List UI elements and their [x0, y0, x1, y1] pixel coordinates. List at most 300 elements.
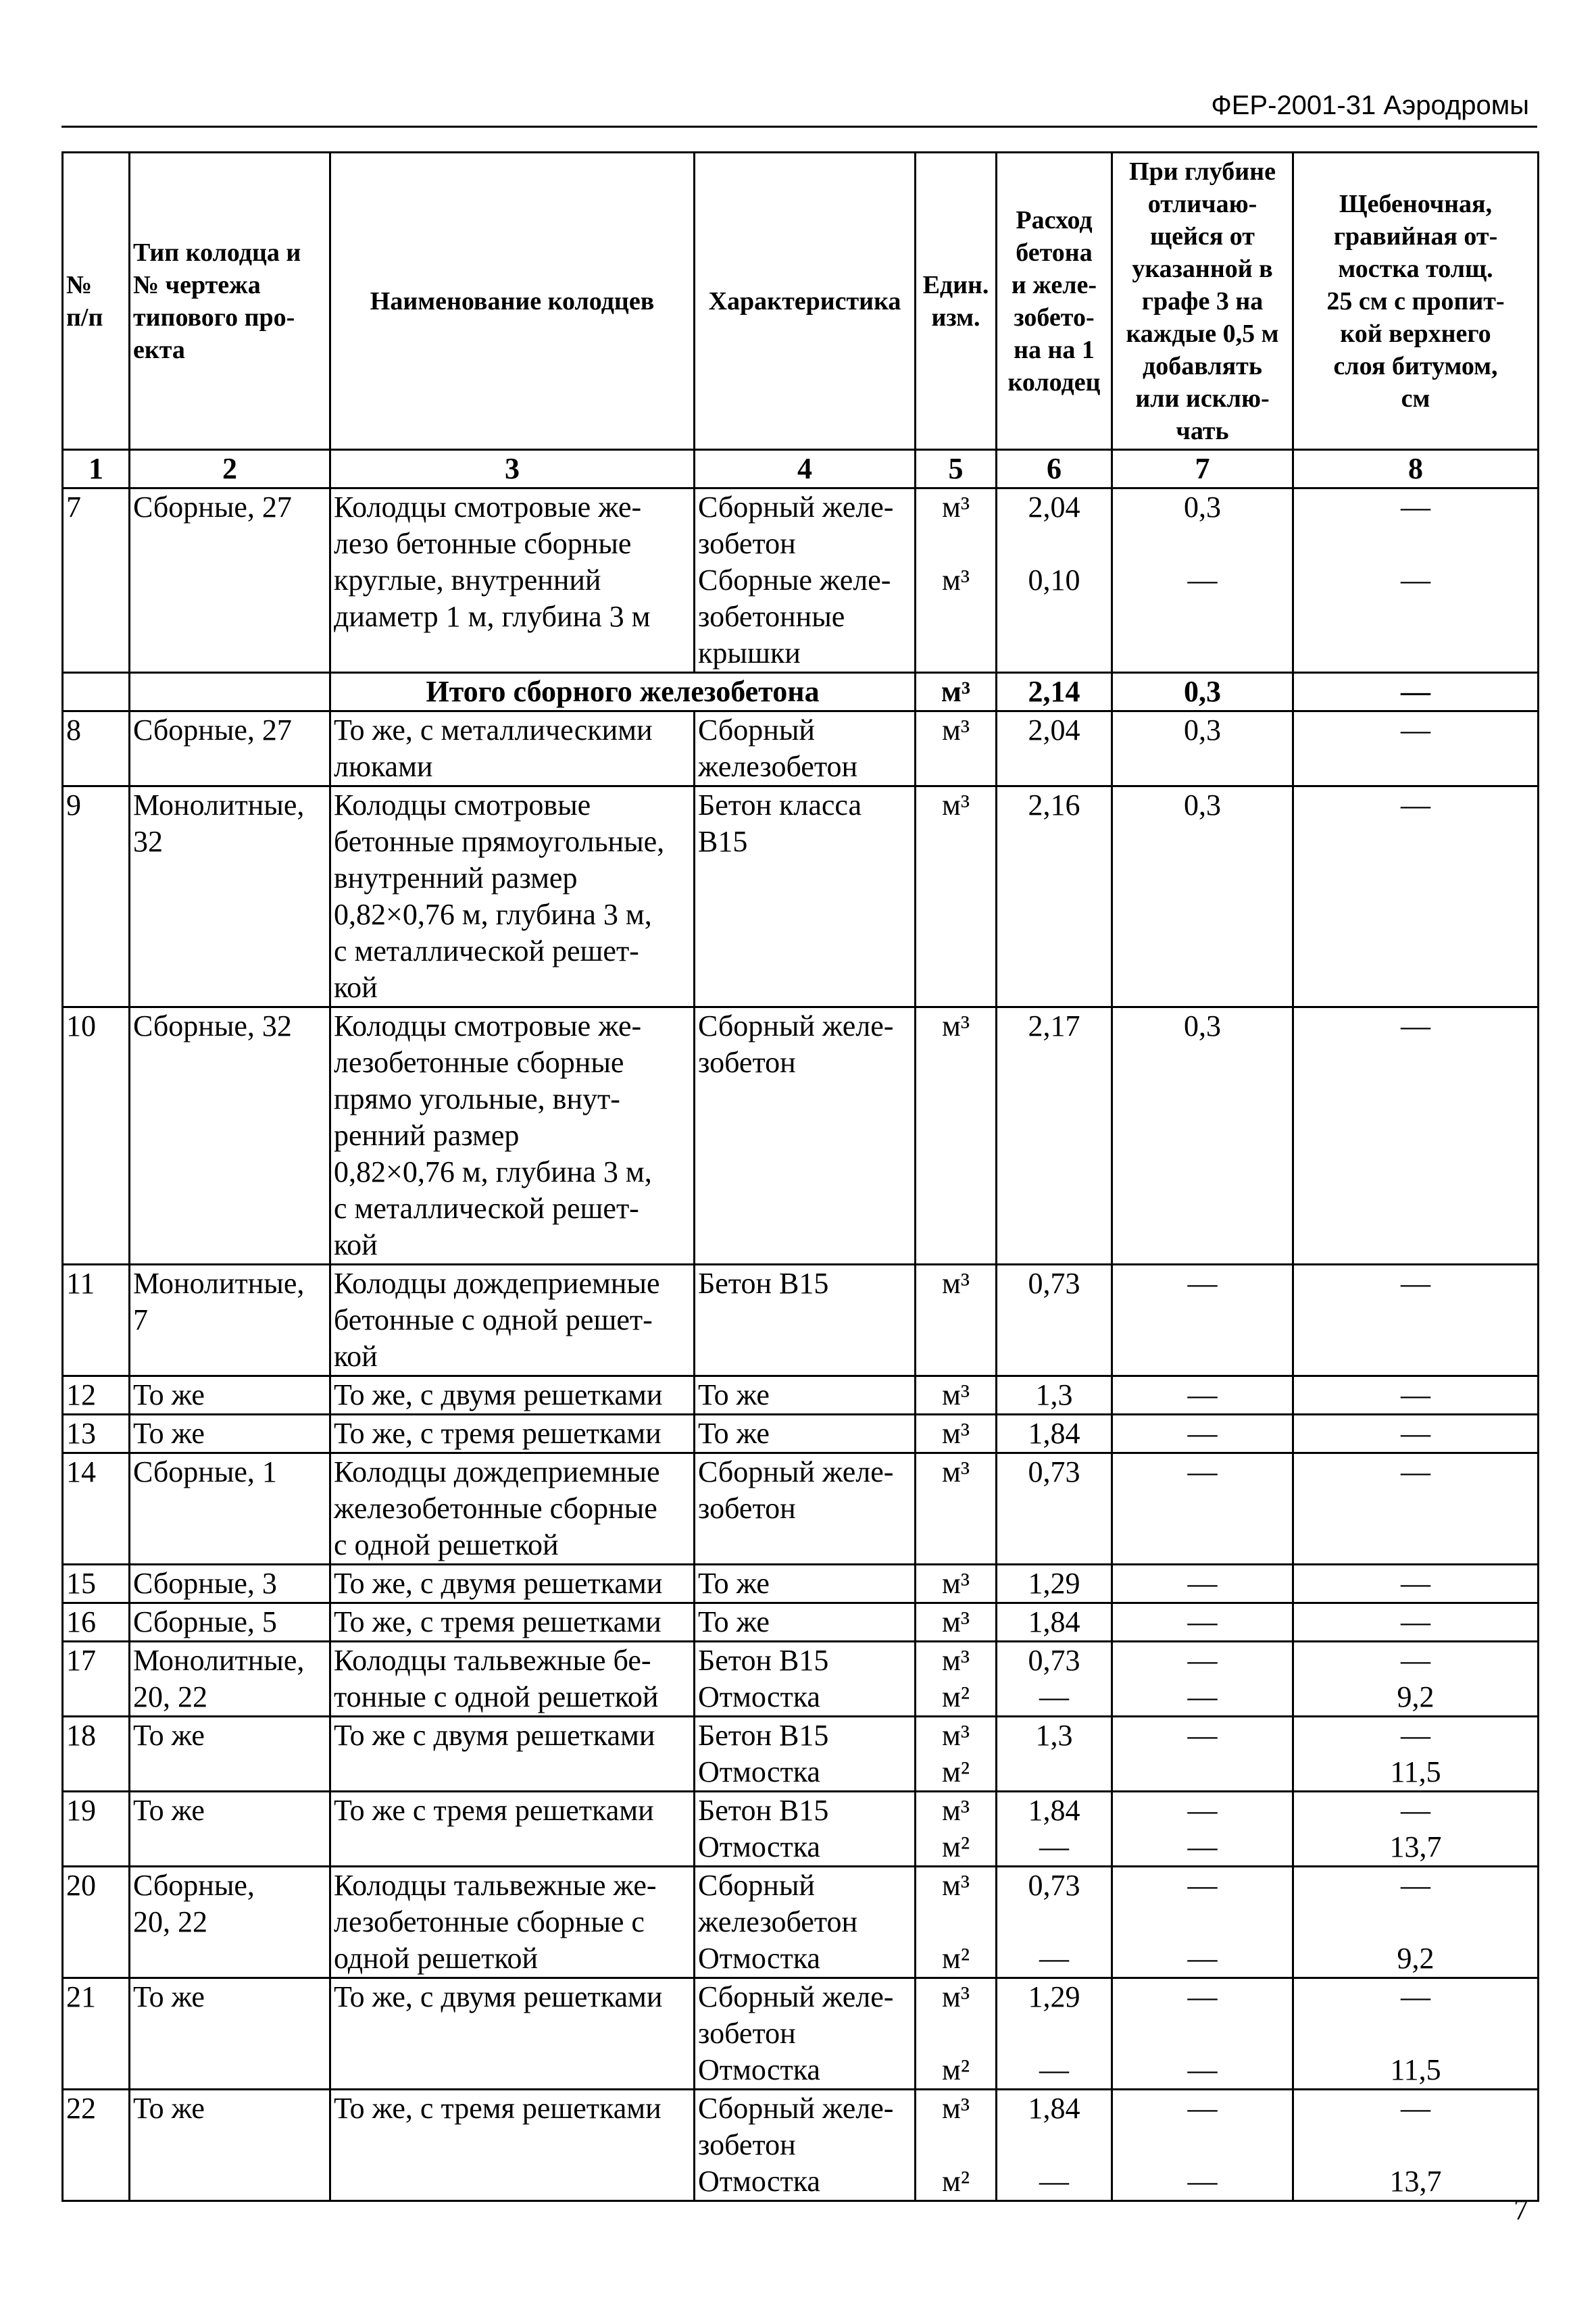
cell-line: Сборные желе- [698, 563, 891, 597]
gravel-cell [1293, 1978, 1539, 2090]
name-cell [330, 1603, 695, 1642]
name-cell [330, 1376, 695, 1415]
cell-line: 0,3 [1184, 675, 1221, 708]
cell-line: чать [1176, 416, 1229, 445]
row-number-cell: 14 [63, 1453, 130, 1565]
cell-line: п/п [66, 303, 103, 332]
cell-line: лезобетонные сборные [334, 1046, 624, 1079]
characteristic-cell [695, 711, 916, 786]
row-number-cell: 13 [63, 1415, 130, 1453]
cell-line: Сборный [698, 713, 815, 747]
total-label: Итого сборного железобетона [426, 675, 820, 708]
cell-line: Расход [1016, 205, 1093, 234]
cell-line: мостка толщ. [1338, 254, 1493, 283]
gravel-cell [1293, 1453, 1539, 1565]
characteristic-cell [695, 1717, 916, 1792]
cell-line: — [1187, 1455, 1218, 1488]
cell-line: Колодцы дождеприемные [334, 1267, 660, 1300]
cell-line: 11,5 [1390, 2053, 1441, 2086]
cell-line: 1,29 [1028, 1567, 1080, 1600]
name-cell [330, 488, 695, 673]
cell-line [1116, 1754, 1289, 1790]
cell-line: м² [941, 1942, 970, 1975]
cell-line: м³ [941, 1719, 970, 1752]
cell-line: с металлической решет- [334, 1192, 639, 1225]
row-number-cell: 9 [63, 786, 130, 1007]
cell-line: колодец [1007, 368, 1101, 397]
unit-cell [916, 488, 997, 673]
cell-line: с металлической решет- [334, 934, 639, 967]
row-number-cell: 15 [63, 1565, 130, 1603]
cell-line: каждые 0,5 м [1126, 319, 1279, 348]
cell-line: Сборный желе- [698, 2092, 894, 2125]
cell-line: Тип колодца и [133, 238, 301, 267]
concrete-cell [997, 1603, 1112, 1642]
cell-line: 0,73 [1028, 1644, 1080, 1677]
cell-line: кой [334, 971, 378, 1004]
type-cell [130, 1565, 330, 1603]
cell-line: То же [698, 1417, 770, 1450]
cell-line: — [1401, 1869, 1430, 1902]
gravel-cell [1293, 1007, 1539, 1265]
depth-adjust-cell [1112, 1565, 1293, 1603]
page-number: 7 [1514, 2193, 1528, 2226]
type-cell [130, 673, 330, 711]
cell-line: 0,3 [1184, 713, 1221, 747]
characteristic-cell [695, 488, 916, 673]
table-row [63, 1415, 1539, 1453]
cell-line: 13,7 [1389, 1830, 1442, 1863]
cell-line: — [1401, 1417, 1430, 1450]
characteristic-cell [695, 1265, 916, 1376]
table-row [63, 1453, 1539, 1565]
gravel-cell [1293, 488, 1539, 673]
cell-line: — [1401, 1267, 1430, 1300]
cell-line: — [1039, 2165, 1069, 2198]
cell-line: — [1187, 1830, 1218, 1863]
column-number: 5 [916, 450, 997, 488]
cell-line: 11,5 [1390, 1755, 1441, 1788]
cell-line: 0,73 [1028, 1455, 1080, 1488]
col-unit-header [916, 153, 997, 450]
cell-line: зобетон [698, 527, 796, 560]
gravel-cell [1293, 1565, 1539, 1603]
type-cell [130, 1642, 330, 1717]
cell-line: м³ [941, 1009, 970, 1042]
gravel-cell [1293, 1642, 1539, 1717]
column-number-row [63, 450, 1539, 488]
unit-cell [916, 1415, 997, 1453]
name-cell [330, 1007, 695, 1265]
table-row [63, 1642, 1539, 1717]
cell-line: гравийная от- [1333, 222, 1498, 251]
cell-line: Бетон В15 [698, 1267, 829, 1300]
cell-line: щейся от [1150, 222, 1255, 251]
table-row [63, 488, 1539, 673]
cell-line: изм. [931, 303, 980, 332]
characteristic-cell [695, 786, 916, 1007]
concrete-cell [997, 1792, 1112, 1867]
name-cell [330, 786, 695, 1007]
gravel-cell [1293, 711, 1539, 786]
cell-line: 0,82×0,76 м, глубина 3 м, [334, 1155, 652, 1188]
cell-line: — [1039, 1830, 1069, 1863]
unit-cell [916, 1565, 997, 1603]
table-row [63, 1792, 1539, 1867]
cell-line [1000, 526, 1108, 562]
cell-line [919, 2015, 993, 2052]
cell-line: лезобетонные сборные с [334, 1905, 645, 1938]
row-number-cell: 8 [63, 711, 130, 786]
cell-line: м² [941, 2053, 970, 2086]
cell-line: То же, с тремя решетками [334, 1417, 662, 1450]
cell-line: диаметр 1 м, глубина 3 м [334, 600, 651, 633]
cell-line: Колодцы дождеприемные [334, 1455, 660, 1488]
concrete-cell [997, 488, 1112, 673]
cell-line: — [1187, 1980, 1218, 2013]
unit-cell [916, 1717, 997, 1792]
concrete-cell [997, 1007, 1112, 1265]
cell-line: 2,14 [1028, 675, 1080, 708]
unit-cell [916, 1265, 997, 1376]
column-number: 3 [330, 450, 695, 488]
cell-line: То же, с двумя решетками [334, 1980, 663, 2013]
cell-line: Колодцы смотровые же- [334, 491, 642, 524]
cell-line: 20, 22 [133, 1680, 207, 1713]
characteristic-cell [695, 1603, 916, 1642]
gravel-cell [1293, 1376, 1539, 1415]
cell-line: — [1187, 1869, 1218, 1902]
cell-line: 32 [133, 825, 163, 858]
cell-line [1000, 1904, 1108, 1940]
type-cell [130, 2090, 330, 2201]
gravel-cell [1293, 1415, 1539, 1453]
cell-line: круглые, внутренний [334, 563, 601, 597]
table-row [63, 2090, 1539, 2201]
cell-line: Сборный [698, 1869, 815, 1902]
cell-line: 13,7 [1389, 2165, 1442, 2198]
col-num-header [63, 153, 130, 450]
cell-line: 1,29 [1028, 1980, 1080, 2013]
cell-line: То же, с металлическими [334, 713, 653, 747]
unit-cell [916, 1642, 997, 1717]
depth-adjust-cell [1112, 1415, 1293, 1453]
concrete-cell [997, 1376, 1112, 1415]
cell-line: отличаю- [1147, 189, 1257, 218]
cell-line: — [1187, 1644, 1218, 1677]
cell-line: с одной решеткой [334, 1528, 559, 1561]
cell-line: 1,84 [1028, 1794, 1080, 1827]
cell-line: м³ [941, 2092, 970, 2125]
unit-cell [916, 1792, 997, 1867]
col-char-header [695, 153, 916, 450]
cell-line: м³ [941, 788, 970, 822]
cell-line: м³ [941, 1267, 970, 1300]
cell-line: м³ [941, 1455, 970, 1488]
cell-line: — [1401, 1378, 1430, 1411]
cell-line: То же с тремя решетками [334, 1794, 654, 1827]
cell-line: зобетон [698, 2128, 796, 2161]
gravel-cell [1293, 2090, 1539, 2201]
name-cell [330, 1867, 695, 1978]
cell-line: Колодцы смотровые [334, 788, 591, 822]
unit-cell [916, 1867, 997, 1978]
cell-line: люками [334, 750, 433, 783]
gravel-cell [1293, 1792, 1539, 1867]
document-title: ФЕР-2001-31 Аэродромы [1211, 91, 1529, 120]
cell-line [1000, 2015, 1108, 2052]
characteristic-cell [695, 1565, 916, 1603]
name-cell [330, 2090, 695, 2201]
cell-line: — [1401, 563, 1430, 597]
cell-line [1000, 2127, 1108, 2163]
cell-line: — [1401, 713, 1430, 747]
cell-line: — [1187, 1794, 1218, 1827]
cell-line: То же [133, 1378, 205, 1411]
cell-line: внутренний размер [334, 861, 578, 895]
cell-line: м³ [941, 491, 970, 524]
cell-line: Бетон В15 [698, 1719, 829, 1752]
cell-line: Един. [922, 270, 989, 299]
concrete-cell [997, 2090, 1112, 2201]
cell-line: — [1187, 2092, 1218, 2125]
cell-line: Отмостка [698, 1680, 820, 1713]
cell-line: м² [941, 2165, 970, 2198]
cell-line: Бетон В15 [698, 1644, 829, 1677]
row-number-cell: 18 [63, 1717, 130, 1792]
characteristic-cell [695, 1978, 916, 2090]
characteristic-cell [695, 1007, 916, 1265]
cell-line: лезо бетонные сборные [334, 527, 632, 560]
cell-line: зобетонные [698, 600, 845, 633]
concrete-cell [997, 711, 1112, 786]
cell-line: — [1401, 1009, 1430, 1042]
cell-line: 2,16 [1028, 788, 1080, 822]
cell-line: То же, с тремя решетками [334, 1605, 662, 1638]
concrete-cell [997, 1717, 1112, 1792]
unit-cell [916, 1007, 997, 1265]
row-number-cell: 22 [63, 2090, 130, 2201]
gravel-cell [1293, 1717, 1539, 1792]
type-cell [130, 1792, 330, 1867]
cell-line: — [1401, 1719, 1430, 1752]
cell-line: Сборные, 5 [133, 1605, 277, 1638]
cell-line: То же [133, 1794, 205, 1827]
cell-line: — [1401, 1794, 1430, 1827]
cell-line: — [1401, 788, 1430, 822]
table-header-row [63, 153, 1539, 450]
cell-line: м² [941, 1830, 970, 1863]
cell-line: м³ [941, 1567, 970, 1600]
table-row [63, 1978, 1539, 2090]
type-cell [130, 1717, 330, 1792]
cell-line: м³ [941, 675, 971, 708]
concrete-cell [997, 1565, 1112, 1603]
cell-line: Отмостка [698, 1942, 820, 1975]
cell-line: крышки [698, 636, 801, 670]
cell-line: Наименование колодцев [370, 286, 655, 316]
cell-line: 0,3 [1184, 1009, 1221, 1042]
concrete-cell [997, 1265, 1112, 1376]
cell-line: — [1039, 1680, 1069, 1713]
cell-line: — [1401, 675, 1430, 708]
unit-cell [916, 1978, 997, 2090]
cell-line: м³ [941, 1605, 970, 1638]
gravel-cell [1293, 1265, 1539, 1376]
cell-line [1000, 1754, 1108, 1790]
depth-adjust-cell [1112, 1007, 1293, 1265]
cell-line [1297, 526, 1535, 562]
type-cell [130, 1453, 330, 1565]
concrete-cell [997, 673, 1112, 711]
cell-line: м³ [941, 1378, 970, 1411]
type-cell [130, 786, 330, 1007]
cell-line: кой верхнего [1340, 319, 1491, 348]
col-depth-header [1112, 153, 1293, 450]
cell-line: То же [698, 1378, 770, 1411]
gravel-cell [1293, 1603, 1539, 1642]
unit-cell [916, 2090, 997, 2201]
table-row [63, 1603, 1539, 1642]
cell-line: одной решеткой [334, 1942, 539, 1975]
cell-line: м² [941, 1680, 970, 1713]
cell-line [1297, 2127, 1535, 2163]
cell-line: бетона [1016, 238, 1093, 267]
cell-line: указанной в [1132, 254, 1273, 283]
depth-adjust-cell [1112, 1978, 1293, 2090]
column-number: 6 [997, 450, 1112, 488]
type-cell [130, 711, 330, 786]
cell-line: Монолитные, [133, 788, 305, 822]
cell-line: кой [334, 1228, 378, 1261]
depth-adjust-cell [1112, 1717, 1293, 1792]
cell-line: № [66, 270, 93, 299]
type-cell [130, 1007, 330, 1265]
name-cell [330, 1792, 695, 1867]
table-row [63, 711, 1539, 786]
cell-line: — [1187, 1417, 1218, 1450]
cell-line: То же, с тремя решетками [334, 2092, 662, 2125]
gravel-cell [1293, 1867, 1539, 1978]
cell-line: — [1401, 491, 1430, 524]
cell-line: — [1187, 1942, 1218, 1975]
estimate-table [61, 151, 1539, 2202]
cell-line: тонные с одной решеткой [334, 1680, 659, 1713]
column-number: 1 [63, 450, 130, 488]
row-number-cell: 11 [63, 1265, 130, 1376]
cell-line: м² [941, 1755, 970, 1788]
cell-line: ренний размер [334, 1119, 520, 1152]
cell-line: 0,3 [1184, 788, 1221, 822]
depth-adjust-cell [1112, 786, 1293, 1007]
cell-line: 1,3 [1035, 1719, 1073, 1752]
type-cell [130, 1415, 330, 1453]
table-body [63, 488, 1539, 2201]
row-number-cell: 21 [63, 1978, 130, 2090]
characteristic-cell [695, 1792, 916, 1867]
unit-cell [916, 786, 997, 1007]
depth-adjust-cell [1112, 1642, 1293, 1717]
cell-line: или исклю- [1135, 384, 1270, 413]
row-number-cell: 16 [63, 1603, 130, 1642]
unit-cell [916, 711, 997, 786]
cell-line: м³ [941, 1980, 970, 2013]
cell-line: 0,10 [1028, 563, 1080, 597]
cell-line: Отмостка [698, 2165, 820, 2198]
type-cell [130, 1376, 330, 1415]
cell-line [1116, 2015, 1289, 2052]
name-cell [330, 1717, 695, 1792]
column-number: 2 [130, 450, 330, 488]
cell-line: железобетонные сборные [334, 1492, 657, 1525]
cell-line: 0,73 [1028, 1869, 1080, 1902]
unit-cell [916, 1453, 997, 1565]
depth-adjust-cell [1112, 1792, 1293, 1867]
cell-line: 2,04 [1028, 491, 1080, 524]
cell-line: Характеристика [708, 286, 901, 316]
cell-line: зобетон [698, 1046, 796, 1079]
concrete-cell [997, 1867, 1112, 1978]
cell-line: см [1401, 384, 1430, 413]
col-type-header [130, 153, 330, 450]
name-cell [330, 1265, 695, 1376]
concrete-cell [997, 1642, 1112, 1717]
type-cell [130, 1265, 330, 1376]
cell-line: В15 [698, 825, 748, 858]
concrete-cell [997, 786, 1112, 1007]
cell-line: Сборные, [133, 1869, 255, 1902]
cell-line: — [1401, 1980, 1430, 2013]
row-number-cell: 20 [63, 1867, 130, 1978]
characteristic-cell [695, 1642, 916, 1717]
cell-line: добавлять [1143, 351, 1262, 380]
cell-line: Сборный желе- [698, 1009, 894, 1042]
depth-adjust-cell [1112, 1376, 1293, 1415]
characteristic-cell [695, 1453, 916, 1565]
cell-line: — [1187, 1567, 1218, 1600]
cell-line: То же [698, 1567, 770, 1600]
cell-line: 9,2 [1397, 1942, 1435, 1975]
cell-line: Сборные, 3 [133, 1567, 277, 1600]
depth-adjust-cell [1112, 488, 1293, 673]
cell-line: железобетон [698, 750, 858, 783]
cell-line: зобетон [698, 2017, 796, 2050]
depth-adjust-cell [1112, 2090, 1293, 2201]
cell-line: 1,84 [1028, 2092, 1080, 2125]
cell-line: — [1039, 2053, 1069, 2086]
row-number-cell [63, 673, 130, 711]
concrete-cell [997, 1415, 1112, 1453]
cell-line: кой [334, 1340, 378, 1373]
cell-line: Бетон В15 [698, 1794, 829, 1827]
cell-line: м³ [941, 1869, 970, 1902]
cell-line: Отмостка [698, 1755, 820, 1788]
table-row [63, 786, 1539, 1007]
cell-line: зобето- [1014, 303, 1095, 332]
type-cell [130, 1867, 330, 1978]
cell-line: екта [133, 335, 185, 364]
cell-line: железобетон [698, 1905, 858, 1938]
row-number-cell: 10 [63, 1007, 130, 1265]
cell-line: на на 1 [1014, 335, 1095, 364]
cell-line: То же, с двумя решетками [334, 1567, 663, 1600]
column-number: 4 [695, 450, 916, 488]
cell-line [1297, 1904, 1535, 1940]
cell-line: То же [133, 1980, 205, 2013]
cell-line: — [1187, 1680, 1218, 1713]
cell-line [1116, 2127, 1289, 2163]
cell-line: — [1187, 2053, 1218, 2086]
